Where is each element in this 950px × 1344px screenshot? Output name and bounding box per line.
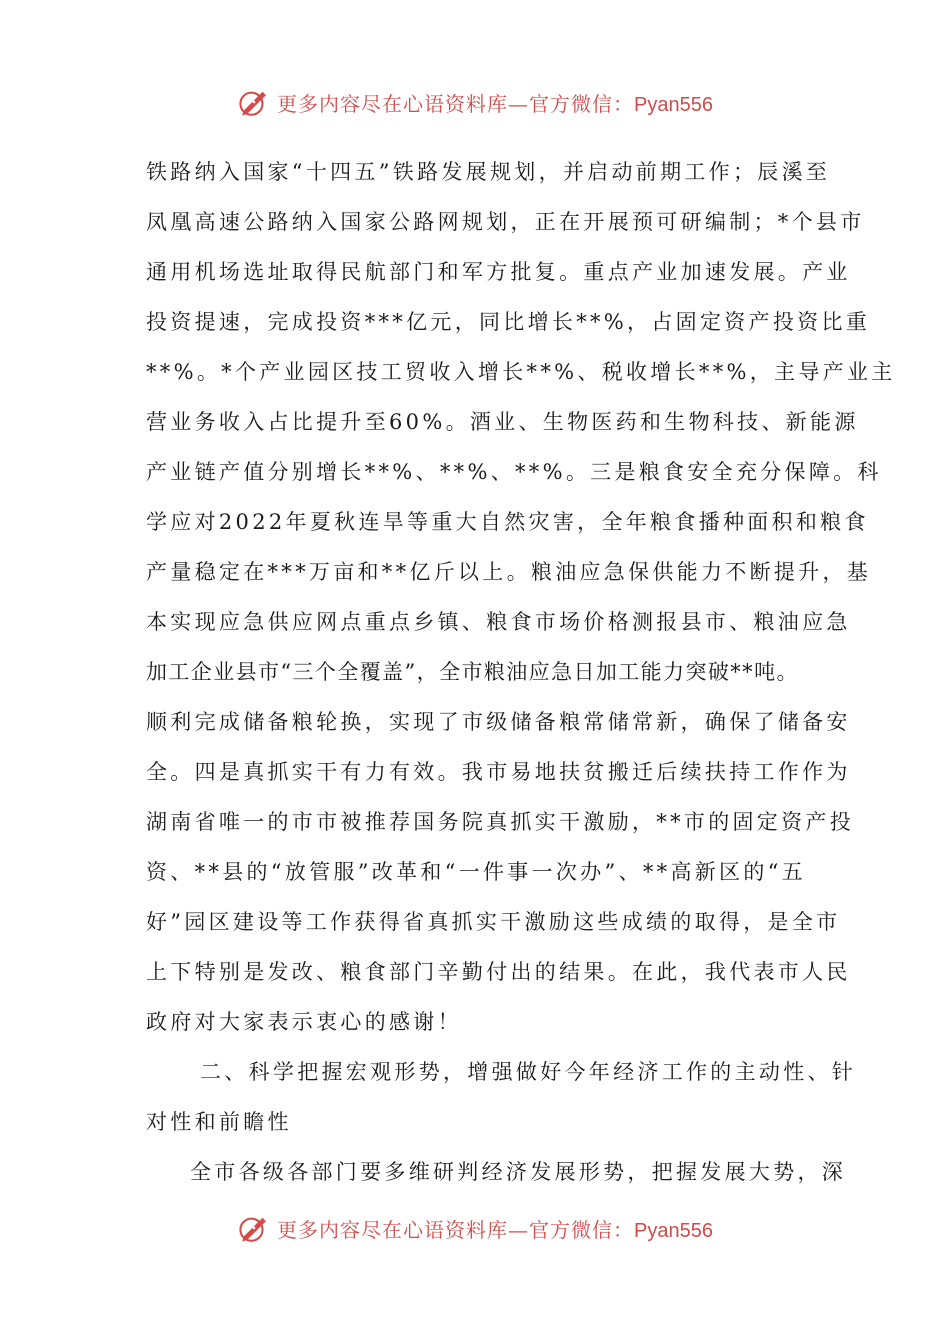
watermark-brand: 更多内容尽在心语资料库	[277, 91, 509, 116]
watermark-text	[277, 88, 713, 117]
watermark-banner-bottom	[0, 1208, 950, 1248]
watermark-text	[277, 1214, 713, 1243]
section-heading-line-2: 对性和前瞻性	[146, 1110, 292, 1134]
body-line-17: 上下特别是发改、粮食部门辛勤付出的结果。在此，我代表市人民	[146, 960, 851, 984]
body-line-14: 湖南省唯一的市市被推荐国务院真抓实干激励，**市的固定资产投	[146, 810, 854, 834]
section-heading-line-1: 二、科学把握宏观形势，增强做好今年经济工作的主动性、针	[200, 1060, 857, 1084]
body-line-10: 本实现应急供应网点重点乡镇、粮食市场价格测报县市、粮油应急	[146, 610, 851, 634]
body-line-11: 加工企业县市“三个全覆盖”，全市粮油应急日加工能力突破**吨。	[146, 660, 799, 684]
document-body	[146, 147, 896, 1197]
body-line-9: 产量稳定在***万亩和**亿斤以上。粮油应急保供能力不断提升，基	[146, 560, 872, 584]
body-line-4: 投资提速，完成投资***亿元，同比增长**%，占固定资产投资比重	[146, 310, 871, 334]
body-line-15: 资、**县的“放管服”改革和“一件事一次办”、**高新区的“五	[146, 860, 806, 884]
watermark-contact-id: Pyan556	[634, 93, 713, 116]
body-line-12: 顺利完成储备粮轮换，实现了市级储备粮常储常新，确保了储备安	[146, 710, 851, 734]
body-line-2: 凤凰高速公路纳入国家公路网规划，正在开展预可研编制；*个县市	[146, 210, 865, 234]
watermark-dash: —	[508, 1217, 530, 1242]
body-line-5: **%。*个产业园区技工贸收入增长**%、税收增长**%，主导产业主	[146, 360, 896, 384]
body-line-21: 全市各级各部门要多维研判经济发展形势，把握发展大势，深	[190, 1160, 847, 1184]
body-line-13: 全。四是真抓实干有力有效。我市易地扶贫搬迁后续扶持工作作为	[146, 760, 851, 784]
watermark-dash: —	[508, 91, 530, 116]
body-line-16: 好”园区建设等工作获得省真抓实干激励这些成绩的取得，是全市	[146, 910, 841, 934]
watermark-contact-label: 官方微信：	[529, 91, 635, 116]
body-line-7: 产业链产值分别增长**%、**%、**%。三是粮食安全充分保障。科	[146, 460, 882, 484]
body-line-6: 营业务收入占比提升至60%。酒业、生物医药和生物科技、新能源	[146, 410, 859, 434]
watermark-contact-label: 官方微信：	[529, 1217, 635, 1242]
body-line-18: 政府对大家表示衷心的感谢！	[146, 1010, 462, 1034]
watermark-brand: 更多内容尽在心语资料库	[277, 1217, 509, 1242]
watermark-banner-top	[0, 82, 950, 122]
pen-logo-icon	[237, 85, 271, 119]
body-line-8: 学应对2022年夏秋连旱等重大自然灾害，全年粮食播种面积和粮食	[146, 510, 869, 534]
body-line-1: 铁路纳入国家“十四五”铁路发展规划，并启动前期工作；辰溪至	[146, 160, 831, 184]
body-line-3: 通用机场选址取得民航部门和军方批复。重点产业加速发展。产业	[146, 260, 851, 284]
pen-logo-icon	[237, 1211, 271, 1245]
watermark-contact-id: Pyan556	[634, 1219, 713, 1242]
